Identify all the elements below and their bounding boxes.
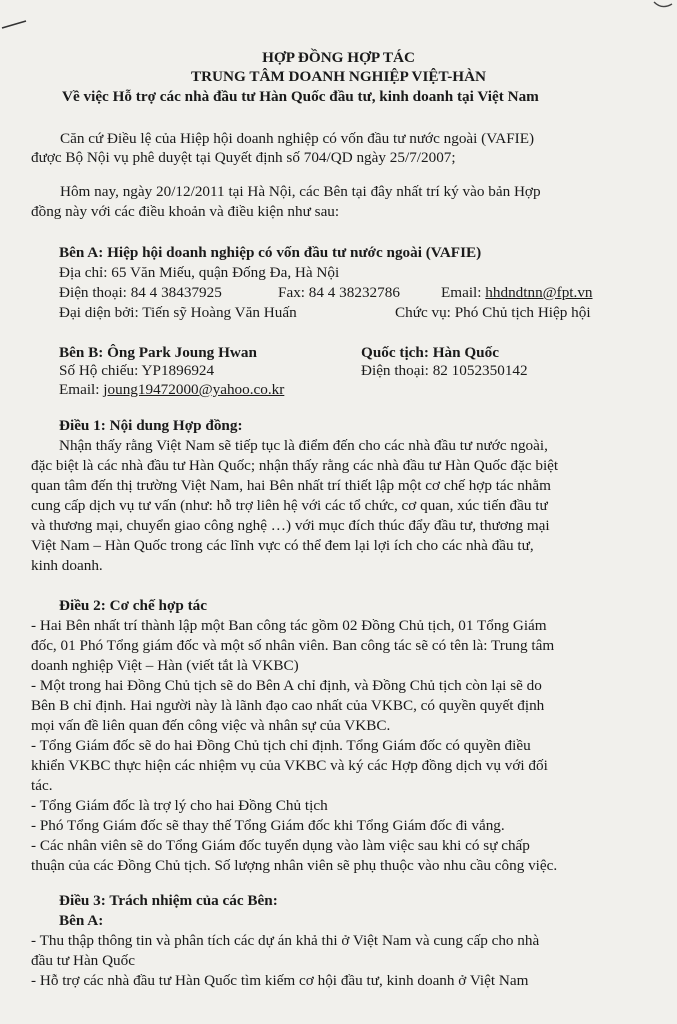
party-b-passport: Số Hộ chiếu: YP1896924	[59, 362, 215, 379]
article-2-line: - Tổng Giám đốc là trợ lý cho hai Đồng Chủ tịch	[31, 797, 328, 814]
intro-line: được Bộ Nội vụ phê duyệt tại Quyết định số 704/QD ngày 25/7/2007;	[31, 149, 456, 166]
article-3-line: - Hỗ trợ các nhà đầu tư Hàn Quốc tìm kiếm cơ hội đầu tư, kinh doanh ở Việt Nam	[31, 972, 529, 989]
contract-subject: Về việc Hỗ trợ các nhà đầu tư Hàn Quốc đầu tư, kinh doanh tại Việt Nam	[62, 88, 539, 105]
party-a-email	[441, 283, 593, 303]
article-1-line: Việt Nam – Hàn Quốc trong các lĩnh vực có thể đem lại lợi ích cho các nhà đầu tư,	[31, 537, 534, 554]
intro-line: Căn cứ Điều lệ của Hiệp hội doanh nghiệp có vốn đầu tư nước ngoài (VAFIE)	[60, 130, 535, 147]
article-2-line: thuận của các Đồng Chủ tịch. Số lượng nhân viên sẽ phụ thuộc vào nhu cầu công việc.	[31, 857, 558, 874]
article-1-line: kinh doanh.	[31, 557, 103, 574]
article-3-party-a-label: Bên A:	[59, 912, 104, 929]
intro-line: Hôm nay, ngày 20/12/2011 tại Hà Nội, các Bên tại đây nhất trí ký vào bản Hợp	[60, 183, 541, 200]
article-2-line: Bên B chỉ định. Hai người này là lãnh đạo cao nhất của VKBC, có quyền quyết định	[31, 697, 545, 714]
contract-title: HỢP ĐỒNG HỢP TÁC	[262, 49, 415, 66]
article-2-heading: Điều 2: Cơ chế hợp tác	[59, 597, 208, 614]
article-2-line: doanh nghiệp Việt – Hàn (viết tắt là VKBC)	[31, 657, 299, 674]
article-3-line: - Thu thập thông tin và phân tích các dự án khả thi ở Việt Nam và cung cấp cho nhà	[31, 932, 540, 949]
article-1-line: cung cấp dịch vụ tư vấn (như: hỗ trợ liên hệ với các tổ chức, cơ quan, xúc tiến đầu tư	[31, 497, 548, 514]
center-name-title: TRUNG TÂM DOANH NGHIỆP VIỆT-HÀN	[190, 68, 487, 85]
article-1-line: quan tâm đến thị trường Việt Nam, hai Bên nhất trí thiết lập một cơ chế hợp tác nhằm	[31, 477, 551, 494]
pen-mark-top-left	[0, 18, 30, 32]
article-2-line: - Một trong hai Đồng Chủ tịch sẽ do Bên A chỉ định, và Đồng Chủ tịch còn lại sẽ do	[31, 677, 542, 694]
article-2-line: đốc, 01 Phó Tổng giám đốc và một số nhân viên. Ban công tác sẽ có tên là: Trung tâm	[31, 637, 555, 654]
article-2-line: - Phó Tổng Giám đốc sẽ thay thế Tổng Giám đốc khi Tổng Giám đốc đi vắng.	[31, 817, 505, 834]
article-1-line: Nhận thấy rằng Việt Nam sẽ tiếp tục là điểm đến cho các nhà đầu tư nước ngoài,	[59, 437, 548, 454]
party-a-fax: Fax: 84 4 38232786	[278, 284, 400, 301]
party-a-heading: Bên A: Hiệp hội doanh nghiệp có vốn đầu tư nước ngoài (VAFIE)	[59, 244, 482, 261]
party-b-heading: Bên B: Ông Park Joung Hwan	[59, 344, 257, 361]
intro-line: đồng này với các điều khoản và điều kiện như sau:	[31, 203, 340, 220]
party-b-email	[59, 380, 284, 400]
article-3-line: đầu tư Hàn Quốc	[31, 952, 135, 969]
article-2-line: khiển VKBC thực hiện các nhiệm vụ của VKBC và ký các Hợp đồng dịch vụ với đối	[31, 757, 548, 774]
article-2-line: - Hai Bên nhất trí thành lập một Ban công tác gồm 02 Đồng Chủ tịch, 01 Tổng Giám	[31, 617, 547, 634]
party-a-email-label: Email:	[441, 284, 486, 301]
pen-mark-top-right	[650, 0, 677, 14]
article-1-line: và thương mại, chuyển giao công nghệ …) với mục đích thúc đẩy đầu tư, thương mại	[31, 517, 550, 534]
party-a-representative: Đại diện bởi: Tiến sỹ Hoàng Văn Huấn	[59, 304, 297, 321]
party-b-email-link[interactable]: joung19472000@yahoo.co.kr	[103, 381, 285, 398]
article-2-line: mọi vấn đề liên quan đến công việc và nhân sự của VKBC.	[31, 717, 391, 734]
party-b-nationality: Quốc tịch: Hàn Quốc	[361, 344, 499, 361]
party-a-position: Chức vụ: Phó Chủ tịch Hiệp hội	[395, 304, 591, 321]
article-3-heading: Điều 3: Trách nhiệm của các Bên:	[59, 892, 278, 909]
article-2-line: - Các nhân viên sẽ do Tổng Giám đốc tuyển dụng vào làm việc sau khi có sự chấp	[31, 837, 530, 854]
article-1-line: đặc biệt là các nhà đầu tư Hàn Quốc; nhận thấy rằng các nhà đầu tư Hàn Quốc đặc biệt	[31, 457, 559, 474]
article-1-heading: Điều 1: Nội dung Hợp đồng:	[59, 417, 243, 434]
party-a-phone: Điện thoại: 84 4 38437925	[59, 284, 222, 301]
party-a-email-link[interactable]: hhdndtnn@fpt.vn	[485, 284, 593, 301]
article-2-line: tác.	[31, 777, 53, 794]
party-a-address: Địa chỉ: 65 Văn Miếu, quận Đống Đa, Hà Nội	[59, 264, 340, 281]
party-b-email-label: Email:	[59, 381, 104, 398]
article-2-line: - Tổng Giám đốc sẽ do hai Đồng Chủ tịch chỉ định. Tổng Giám đốc có quyền điều	[31, 737, 531, 754]
party-b-phone: Điện thoại: 82 1052350142	[361, 362, 528, 379]
